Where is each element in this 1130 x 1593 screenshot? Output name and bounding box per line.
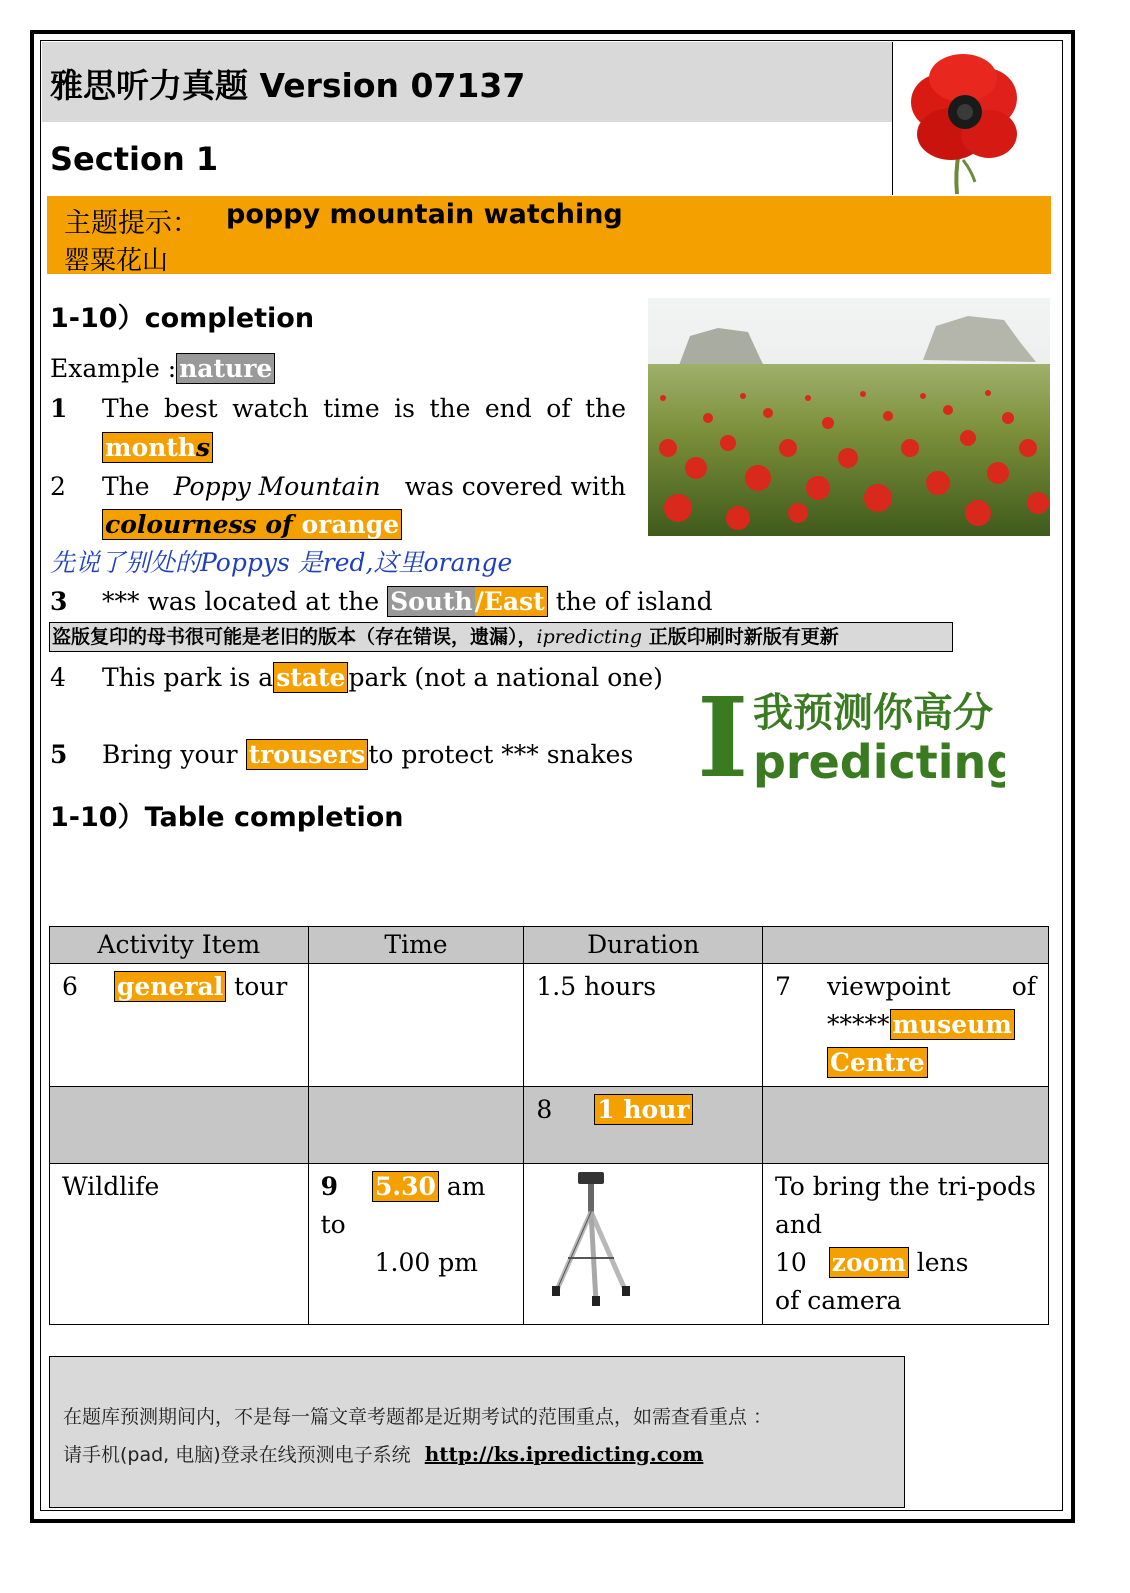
row3-time <box>308 1164 524 1325</box>
q1-answer-suffix: s <box>196 433 211 462</box>
tripod-icon <box>546 1168 636 1308</box>
q8-answer: 1 hour <box>594 1094 692 1125</box>
footer-box <box>49 1356 905 1508</box>
poppy-image-box <box>892 42 1061 195</box>
header-time: Time <box>308 927 524 964</box>
row2-notes <box>763 1087 1049 1164</box>
q5-number: 5 <box>50 740 68 769</box>
q9-text-b: 1.00 pm <box>374 1248 478 1277</box>
row3-activity: Wildlife <box>50 1164 309 1325</box>
q10-text-a: To bring the tri-pods <box>775 1172 1036 1201</box>
row2-time <box>308 1087 524 1164</box>
q9-number: 9 <box>320 1172 339 1201</box>
row1-activity <box>50 964 309 1087</box>
warning-text <box>52 624 839 650</box>
q3-text-b: the of island <box>555 587 713 616</box>
q3-answer-alt: /East <box>474 587 545 616</box>
row2-activity <box>50 1087 309 1164</box>
q7-answer-b: Centre <box>827 1047 928 1078</box>
q7-text: viewpoint of <box>827 972 1036 1001</box>
header-empty <box>763 927 1049 964</box>
activity-table <box>49 926 1049 1325</box>
q2-answer-line <box>102 508 402 542</box>
ipredicting-logo <box>695 676 1005 788</box>
q10-answer: zoom <box>829 1247 909 1278</box>
q2-answer-main: orange <box>301 510 400 539</box>
section-title: Section 1 <box>50 140 219 178</box>
warning-text-italic: ipredicting <box>536 626 643 648</box>
q2-answer <box>102 509 402 540</box>
poppy-flower-icon <box>893 42 1061 195</box>
q1-answer-line <box>102 431 213 465</box>
q5-answer: trousers <box>246 739 369 770</box>
page-title: 雅思听力真题 Version 07137 <box>50 66 526 105</box>
row2-duration <box>524 1087 763 1164</box>
q10-line <box>775 1244 1036 1282</box>
row1-notes <box>763 964 1049 1087</box>
q2-number: 2 <box>50 472 66 501</box>
example-answer: nature <box>176 353 275 384</box>
footer-line2 <box>63 1440 703 1467</box>
theme-value: poppy mountain watching <box>226 199 623 230</box>
table-header-row <box>50 927 1049 964</box>
q7-stars: ***** <box>827 1010 890 1039</box>
q4-text-a: This park is a <box>102 663 274 692</box>
example-line <box>50 352 275 386</box>
theme-chinese: 罂粟花山 <box>64 246 169 276</box>
warning-text-b: 正版印刷时新版有更新 <box>648 626 839 648</box>
logo-chinese: 我预测你高分 <box>753 690 993 736</box>
q7-line3 <box>775 1044 1036 1082</box>
row1-time <box>308 964 524 1087</box>
table-row <box>50 1087 1049 1164</box>
row3-notes <box>763 1164 1049 1325</box>
q4-text-b: park (not a national one) <box>348 663 663 692</box>
table-row <box>50 964 1049 1087</box>
q3-answer <box>387 586 548 617</box>
q10-text-c: lens <box>916 1248 969 1277</box>
q5-text-b: to protect *** snakes <box>368 740 634 769</box>
q3-answer-main: South <box>390 587 473 616</box>
q7-answer-a: museum <box>890 1009 1015 1040</box>
q2-text-italic: Poppy Mountain <box>173 472 381 501</box>
q9-line1 <box>321 1168 512 1244</box>
header-duration: Duration <box>524 927 763 964</box>
footer-link[interactable]: http://ks.ipredicting.com <box>424 1442 704 1466</box>
q7-line2 <box>775 1006 1036 1044</box>
logo-big-letter: I <box>697 676 749 788</box>
q6-number: 6 <box>62 972 78 1001</box>
heading-table-completion: 1-10）Table completion <box>50 802 404 833</box>
q3-text-a: *** was located at the <box>102 587 380 616</box>
q4-answer: state <box>273 662 348 693</box>
q6-text: tour <box>234 972 288 1001</box>
header-activity-item: Activity Item <box>50 927 309 964</box>
q3-number: 3 <box>50 587 68 616</box>
q4-number: 4 <box>50 663 66 692</box>
table-row <box>50 1164 1049 1325</box>
q5-text-a: Bring your <box>102 740 238 769</box>
row1-duration: 1.5 hours <box>524 964 763 1087</box>
q5-line <box>102 738 633 772</box>
ipredicting-logo-image <box>695 676 1005 788</box>
q10-text-d: of camera <box>775 1286 902 1315</box>
q2-answer-italic: colourness of <box>105 510 293 539</box>
q7-number: 7 <box>775 972 791 1001</box>
q4-line <box>102 661 663 695</box>
q7-line1 <box>775 968 1036 1006</box>
q1-number: 1 <box>50 394 68 423</box>
q10-text-b: and <box>775 1210 823 1239</box>
q2-text-a: The <box>102 472 150 501</box>
poppy-field-image <box>648 298 1050 536</box>
warning-text-a: 盗版复印的母书很可能是老旧的版本（存在错误，遗漏）， <box>52 626 537 648</box>
note-line: 先说了别处的Poppys 是red,这里orange <box>50 548 513 577</box>
q9-text-a: am to <box>320 1172 486 1239</box>
poppy-field-photo <box>648 298 1050 536</box>
q10-number: 10 <box>775 1248 807 1277</box>
q6-answer: general <box>114 971 226 1002</box>
footer-line1: 在题库预测期间内，不是每一篇文章考题都是近期考试的范围重点，如需查看重点 ： <box>63 1406 773 1428</box>
q1-answer-main: month <box>105 433 197 462</box>
theme-label: 主题提示： <box>64 208 199 239</box>
footer-line2-text: 请手机(pad, 电脑)登录在线预测电子系统 <box>63 1444 411 1466</box>
row3-duration <box>524 1164 763 1325</box>
q1-text: The best watch time is the end of the <box>102 394 626 423</box>
q3-line <box>102 585 713 619</box>
example-label: Example : <box>50 354 177 383</box>
logo-english: predicting <box>753 735 1005 788</box>
q8-number: 8 <box>536 1095 553 1124</box>
heading-completion: 1-10）completion <box>50 303 315 334</box>
q1-answer <box>102 432 213 463</box>
q9-answer: 5.30 <box>372 1171 439 1202</box>
q2-text-b: was covered with <box>404 472 626 501</box>
q2-text <box>102 470 626 504</box>
